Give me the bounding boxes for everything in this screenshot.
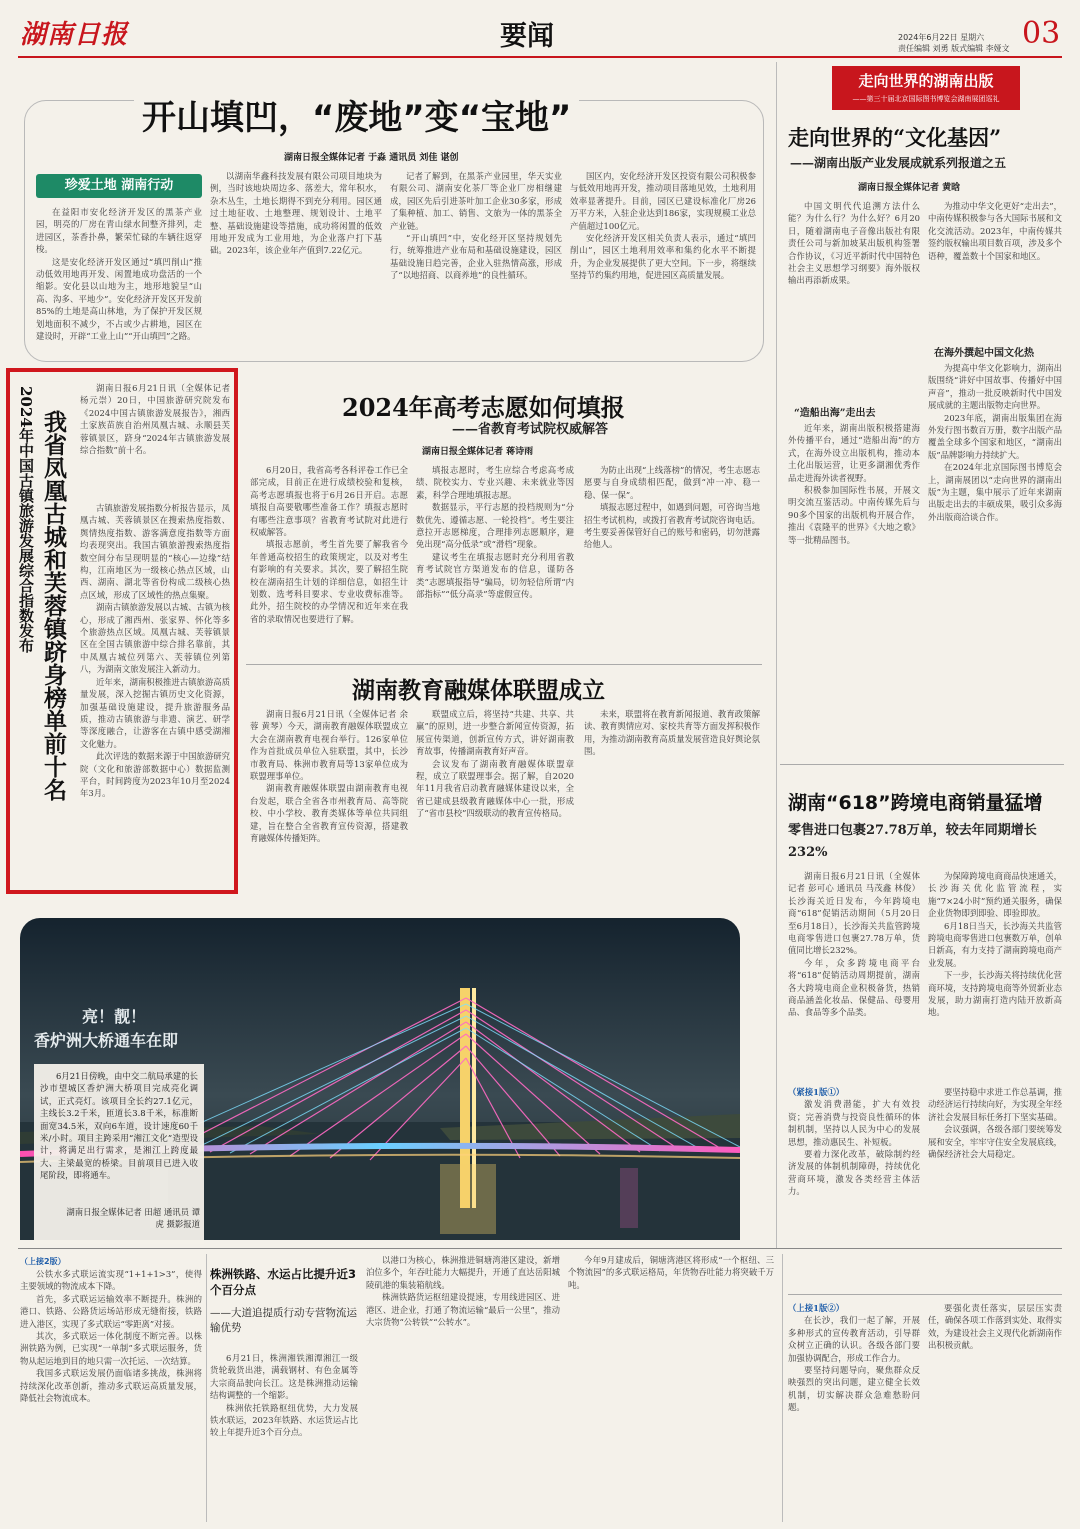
masthead-rule bbox=[18, 56, 1062, 58]
headline-rule bbox=[780, 764, 1064, 765]
vertical-headline: 我省凤凰古城和芙蓉镇跻身榜单前十名 bbox=[40, 410, 66, 801]
article-body: 6月20日，我省高考各科评卷工作已全部完成，目前正在进行成绩校验和复核，高考志愿填报也将于6月26日开启。志愿填报自高要敬哪些准备工作？填报志愿时有哪些注意事项？省教育考试院对此进行权威解答。 填报志愿前，考生首先要了解我省今年普通高校招生的政策规定，以及对考生有影响的有关要求。其次，要了解招生院校在湖南招生计划的详细信息，如招生计划数、选考科目要求、专业收费标准等。此外，招生院校的办学情况和近年来在我省的录取情况也要进行了解。 bbox=[250, 465, 408, 624]
caption-box bbox=[34, 1064, 204, 1244]
photo-caption: 6月21日傍晚，由中交二航局承建的长沙市望城区香炉洲大桥项目完成亮化调试，正式亮灯。该项目全长约27.1亿元，主线长3.2千米，匝道长3.8千米，标准断面宽34.5米，双向6车道，设计速度60千米/小时。项目主跨采用“湘江文化”造型设计，将满足出行需求，是湘江上跨度最大、主梁最宽的桥梁。目前项目已进入收尾阶段，即将通车。 bbox=[40, 1071, 198, 1181]
article-body: 6月21日，株洲湘铁湘潭湘江一级货轮载货出港，满载钢材、有色金属等大宗商品驶向长江。这是株洲推动运输结构调整的一个缩影。 株洲依托铁路枢纽优势，大力发展铁水联运，2023年铁路、水运货运占比较上年提升近3个百分点。 bbox=[210, 1353, 358, 1438]
byline: 湖南日报全媒体记者 蒋诗雨 bbox=[422, 447, 534, 457]
column-tag: 珍爱土地 湖南行动 bbox=[36, 174, 202, 198]
editors: 责任编辑 刘勇 版式编辑 李娅文 bbox=[898, 44, 1010, 53]
article-body: 为提高中华文化影响力，湖南出版围绕“讲好中国故事、传播好中国声音”，推动一批反映新时代中国发展成就的主题出版物走向世界。 2023年底，湖南出版集团在海外发行图书数百万册，数字出版产品覆盖全球多个国家和地区，“湖南出版”品牌影响力持续扩大。 在2024年北京国际图书博览会上，湖南展团以“走向世界的湖南出版”为主题，集中展示了近年来湖南出版走出去的丰硕成果，吸引众多海外出版商洽谈合作。 bbox=[928, 363, 1062, 522]
photo-title-line1: 亮！靓！ bbox=[82, 1007, 147, 1026]
headline: 2024年高考志愿如何填报 bbox=[342, 393, 625, 422]
article-multimodal-transport bbox=[20, 1252, 202, 1526]
masthead bbox=[0, 0, 1080, 58]
headline-rule bbox=[246, 664, 762, 665]
article-body: 古镇旅游发展指数分析报告显示，凤凰古城、芙蓉镇景区在搜索热度指数、舆情热度指数、游客满意度指数等方面均表现突出。我国古镇旅游搜索热度指数空间分布呈现明显的“核心—边缘”结构，江南地区为一级核心热点区域，山西、湖南、湖北等省份构成二级核心热点区域，形成了区域性的热点集聚。 湖南古镇旅游发展以古城、古镇为核心，形成了湘西州、张家界、怀化等多个旅游热点区域。凤凰古城、芙蓉镇景区在全国古镇旅游中综合排名靠前，其中凤凰古城位列第六、芙蓉镇位列第八，为湖南文旅发展注入新动力。 近年来，湖南积极推进古镇旅游高质量发展，深入挖掘古镇历史文化资源，加强基础设施建设，提升旅游服务品质，推动古镇旅游与非遗、演艺、研学等深度融合，让游客在古镇中感受湖湘文化魅力。 此次评选的数据来源于中国旅游研究院（文化和旅游部数据中心）数据监测平台，时间跨度为2023年10月至2024年3月。 bbox=[80, 503, 230, 799]
article-body: 中国文明代代追溯方法什么能？为什么行？为什么好？6月20日，随着湖南电子音像出版社有限责任公司与新加坡某出版机构签署合作协议，《习近平新时代中国特色社会主义思想学习纲要》海外版权输出再添新成果。 bbox=[788, 201, 920, 286]
photo-credit: 湖南日报全媒体记者 田超 通讯员 谭虎 摄影报道 bbox=[66, 1207, 200, 1230]
series-banner bbox=[832, 66, 1020, 110]
byline: 湖南日报全媒体记者 于淼 通讯员 刘佳 谌创 bbox=[284, 153, 459, 163]
article-body: 为保障跨境电商商品快速通关，长沙海关优化监管流程，实施“7×24小时”预约通关服务，确保企业货物即到即验、即验即放。 6月18日当天，长沙海关共监管跨境电商零售进口包裹数万单，创单日新高，有力支持了湖南跨境电商产业发展。 下一步，长沙海关将持续优化营商环境，支持跨境电商等外贸新业态发展，助力湖南打造内陆开放新高地。 bbox=[928, 871, 1062, 1018]
article-body: （紧接1版①） 激发消费潜能，扩大有效投资；完善消费与投资良性循环的体制机制，坚持以人民为中心的发展思想，推动惠民生、补短板。 要着力深化改革，破除制约经济发展的体制机制障碍，持续优化营商环境，激发各类经营主体活力。 bbox=[788, 1087, 920, 1197]
article-continued-front-1 bbox=[788, 1078, 1062, 1264]
article-ancient-towns bbox=[6, 368, 238, 894]
continued-label: （上接2版） bbox=[20, 1257, 66, 1266]
inline-heading: “造船出海”走出去 bbox=[794, 408, 876, 419]
article-continued-front-2 bbox=[788, 1298, 1062, 1526]
article-body: 近年来，湖南出版积极搭建海外传播平台，通过“造船出海”的方式，在海外设立出版机构，推动本土化出版运营，让更多湖湘优秀作品走进海外读者视野。 积极参加国际性书展，开展文明交流互鉴活动。中南传媒先后与90多个国家的出版机构开展合作，推出《袁隆平的世界》《大地之歌》等一批精品图书。 bbox=[788, 423, 920, 545]
page-number: 03 bbox=[1022, 16, 1061, 51]
article-body: 国区内，安化经济开发区投资有限公司积极参与低效用地再开发，推动项目落地见效，土地利用效率显著提升。目前，园区已建设标准化厂房26万平方米，入驻企业达到186家，实现规模工业总产值超过100亿元。 安化经济开发区相关负责人表示，通过“填凹削山”，园区土地利用效率和集约化水平不断提升，为企业发展提供了更大空间。下一步，将继续坚持节约集约用地，促进园区高质量发展。 bbox=[570, 171, 756, 281]
subheadline: ——省教育考试院权威解答 bbox=[452, 422, 609, 437]
article-body: 湖南日报6月21日讯（全媒体记者 彭可心 通讯员 马茂鑫 林俊）长沙海关近日发布，今年跨境电商“618”促销活动期间（5月20日至6月18日），长沙海关共监管跨境电商零售进口包裹27.78万单，货值同比增长232%。 今年，众多跨境电商平台将“618”促销活动周期提前，湖南各大跨境电商企业积极备货，热销商品涵盖化妆品、保健品、母婴用品、食品等多个品类。 bbox=[788, 871, 920, 1018]
headline: 开山填凹，“废地”变“宝地” bbox=[134, 90, 579, 139]
subheadline: ——大道追提质行动专营物流运输优势 bbox=[210, 1307, 357, 1334]
byline: 湖南日报全媒体记者 黄晗 bbox=[858, 183, 961, 193]
headline: 湖南“618”跨境电商销量猛增 bbox=[788, 792, 1043, 814]
article-land-reclaim bbox=[18, 62, 774, 364]
article-body: 公铁水多式联运流实现“1+1+1>3”，使得主要领域的物流成本下降。 首先，多式联运运输效率不断提升。株洲的港口、铁路、公路货运场站形成无缝衔接，铁路进入港区，实现了多式联运“零距离”对接。 其次，多式联运一体化制度不断完善。以株洲铁路为例，已实现“一单制”多式联运服务，货物从起运地到目的地只需一次托运、一次结算。 我国多式联运发展仍面临诸多挑战，株洲将持续深化改革创新，推动多式联运高质量发展，降低社会物流成本。 bbox=[20, 1269, 202, 1404]
subheadline: 零售进口包裹27.78万单，较去年同期增长232% bbox=[788, 823, 1037, 860]
article-body: 记者了解到，在黑茶产业园里，华天实业有限公司、湖南安化茶厂等企业厂房相继建成，园区先后引进茶叶加工企业30多家，形成了集种植、加工、销售、文旅为一体的黑茶全产业链。 “开山填凹”中，安化经开区坚持规划先行，统筹推进产业布局和基础设施建设，园区基础设施日趋完善，企业入驻热情高涨，形成了“以地招商、以商养地”的良性循环。 bbox=[390, 171, 562, 281]
article-edu-media-alliance bbox=[246, 662, 762, 896]
issue-date: 2024年6月22日 星期六 bbox=[898, 33, 985, 42]
column-rule bbox=[206, 1254, 207, 1522]
article-culture-gene bbox=[780, 62, 1064, 752]
article-body: 今年9月建成后，铜塘湾港区将形成“一个枢纽、三个物流园”的多式联运格局，年货物吞吐能力将突破千万吨。 bbox=[568, 1255, 774, 1290]
article-body: 联盟成立后，将坚持“共建、共享、共赢”的原则，进一步整合新闻宣传资源，拓展宣传渠道，创新宣传方式，讲好湖南教育故事，传播湖南教育好声音。 会议发布了湖南教育融媒体联盟章程，成立了联盟理事会。据了解，自2020年11月我省启动教育融媒体建设以来，全省已建成县级教育融媒体中心一批，形成了“省市县校”四级联动的教育宣传格局。 bbox=[416, 709, 574, 819]
column-rule bbox=[776, 62, 777, 1248]
column-rule bbox=[782, 1254, 783, 1522]
article-body: 湖南日报6月21日讯（全媒体记者 余蓉 黄琴）今天，湖南教育融媒体联盟成立大会在湖南教育电视台举行。126家单位作为首批成员单位入驻联盟，其中，长沙市教育局、株洲市教育局等13家单位成为联盟理事单位。 湖南教育融媒体联盟由湖南教育电视台发起，联合全省各市州教育局、高等院校、中小学校、教育类媒体等单位共同组建，旨在整合全省教育宣传资源，搭建教育融媒体传播矩阵。 bbox=[250, 709, 408, 844]
photo-title-line2: 香炉洲大桥通车在即 bbox=[34, 1031, 179, 1050]
banner-title: 走向世界的湖南出版 bbox=[858, 72, 994, 90]
headline: 走向世界的“文化基因” bbox=[788, 125, 1002, 150]
article-618-ecommerce bbox=[780, 764, 1064, 1064]
article-body: （上接1版②） 在长沙，我们一起了解，开展多种形式的宣传教育活动，引导群众树立正确的认识。各级各部门要加强协调配合，形成工作合力。 要坚持问题导向，聚焦群众反映强烈的突出问题，建立健全长效机制，切实解决群众急难愁盼问题。 bbox=[788, 1303, 920, 1413]
newspaper-logo: 湖南日报 bbox=[20, 20, 129, 50]
article-body: 在益阳市安化经济开发区的黑茶产业园，明亮的厂房在青山绿水间整齐排列，走进园区，茶香扑鼻，繁荣忙碌的车辆往返穿梭。 这是安化经济开发区通过“填凹削山”推动低效用地再开发、闲置地成功盘活的一个缩影。安化县以山地为主，地形地貌呈“山高、沟多、平地少”。安化经济开发区开发前85%的土地是高山林地，为了保护开发区规划地面积不减少，不占或少占耕地，园区在建设时，开辟“工业上山”“开山填凹”之路。 bbox=[36, 207, 202, 342]
article-gaokao bbox=[246, 378, 762, 648]
article-body: 湖南日报6月21日讯（全媒体记者 杨元崇）20日，中国旅游研究院发布《2024中国古镇旅游发展报告》，湘西土家族苗族自治州凤凰古城、永顺县芙蓉镇景区，跻身“2024年古镇旅游发展综合指数”前十名。 bbox=[80, 383, 230, 456]
vertical-subheadline: 2024年中国古镇旅游发展综合指数发布 bbox=[17, 386, 35, 653]
article-body: 要强化责任落实，层层压实责任，确保各项工作落到实处、取得实效，为建设社会主义现代化新湖南作出积极贡献。 bbox=[928, 1303, 1062, 1351]
article-bridge-photo bbox=[20, 918, 740, 1240]
inline-heading: 在海外撰起中国文化热 bbox=[934, 348, 1034, 359]
section-title: 要闻 bbox=[500, 21, 554, 52]
banner-subtitle: ——第三十届北京国际图书博览会湖南展团巡礼 bbox=[852, 95, 1000, 103]
article-body: 未来，联盟将在教育新闻报道、教育政策解读、教育舆情应对、家校共育等方面发挥积极作用，为推动湖南教育高质量发展营造良好舆论氛围。 bbox=[584, 709, 760, 757]
article-body: 以湖南华鑫科技发展有限公司项目地块为例，当时该地块周边多、落差大，常年积水，杂木丛生，土地长期得不到充分利用。园区通过土地征收、土地整理、规划设计、土地平整、基础设施建设等措施，成功将闲置的低效用地开发成为工业用地，为企业落户打下基础。2023年，该企业年产值到7.22亿元。 bbox=[210, 171, 382, 256]
article-body: 填报志愿时，考生应综合考虑高考成绩、院校实力、专业兴趣、未来就业等因素，科学合理地填报志愿。 数据显示，平行志愿的投档规则为“分数优先、遵循志愿、一轮投档”。考生要注意拉开志愿梯度，合理排列志愿顺序，避免出现“高分低录”或“滑档”现象。 建议考生在填报志愿时充分利用省教育考试院官方渠道发布的信息，谨防各类“志愿填报指导”骗局，切勿轻信所谓“内部指标”“低分高录”等虚假宣传。 bbox=[416, 465, 574, 600]
article-body: 为防止出现“上线落榜”的情况，考生志愿志愿要与自身成绩相匹配，做到“冲一冲、稳一稳、保一保”。 填报志愿过程中，如遇到问题，可咨询当地招生考试机构，或拨打省教育考试院咨询电话。考生要妥善保管好自己的账号和密码，切勿泄露给他人。 bbox=[584, 465, 760, 550]
article-zhuzhou-rail bbox=[210, 1252, 776, 1526]
headline: 株洲铁路、水运占比提升近3个百分点 bbox=[210, 1267, 357, 1297]
article-body: 以港口为核心，株洲推进铜塘湾港区建设，新增泊位多个，年吞吐能力大幅提升，开通了直达岳阳城陵矶港的集装箱航线。 株洲铁路货运枢纽建设提速，专用线进园区、进港区、进企业，打通了物流运输“最后一公里”，推动大宗货物“公转铁”“公转水”。 bbox=[366, 1255, 560, 1328]
subheadline: ——湖南出版产业发展成就系列报道之五 bbox=[790, 156, 1007, 170]
section-rule bbox=[788, 1294, 1062, 1295]
article-body: 要坚持稳中求进工作总基调，推动经济运行持续向好，为实现全年经济社会发展目标任务打下坚实基础。 会议强调，各级各部门要统筹发展和安全，牢牢守住安全发展底线，确保经济社会大局稳定。 bbox=[928, 1087, 1062, 1160]
article-body: 为推动中华文化更好“走出去”，中南传媒积极参与各大国际书展和文化交流活动。2023年，中南传媒共签约版权输出项目数百项，涉及多个语种，覆盖数十个国家和地区。 bbox=[928, 201, 1062, 261]
headline: 湖南教育融媒体联盟成立 bbox=[352, 678, 605, 704]
